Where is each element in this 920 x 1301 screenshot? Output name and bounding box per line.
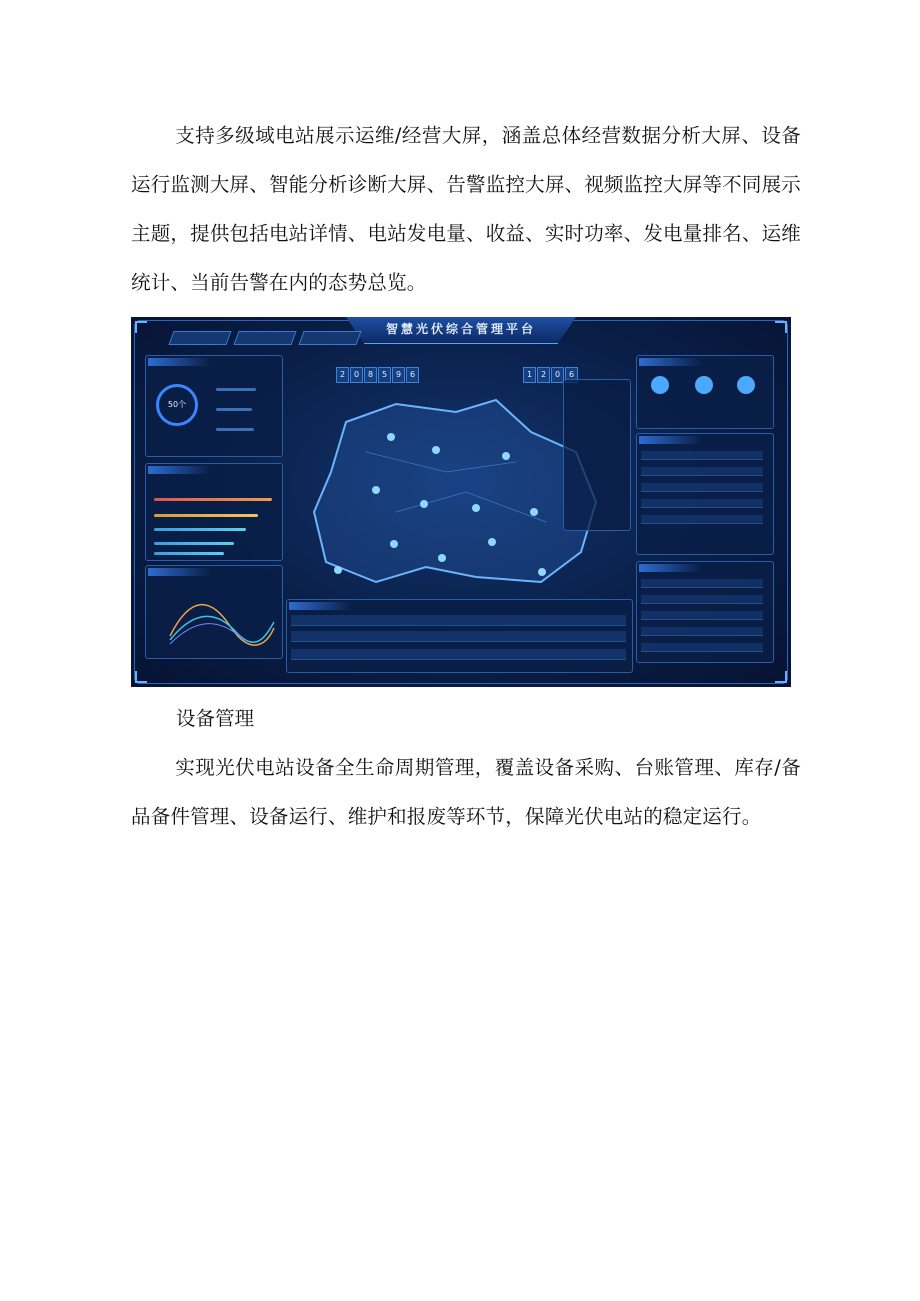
counter-digit: 8 [364, 367, 377, 383]
alarm-row [641, 595, 763, 604]
frame-corner [135, 671, 147, 683]
dashboard-nav-tab [233, 331, 296, 345]
status-row [641, 515, 763, 524]
ranking-bar [154, 542, 234, 545]
counter-digit: 2 [537, 367, 550, 383]
device-management-paragraph [131, 743, 801, 841]
counter-digit: 9 [392, 367, 405, 383]
intro-paragraph [131, 111, 801, 307]
table-row [291, 649, 626, 660]
left-panel-ranking [145, 463, 283, 561]
frame-corner [135, 321, 147, 333]
counter-digit: 1 [523, 367, 536, 383]
counter-digit: 0 [350, 367, 363, 383]
region-map [306, 392, 606, 592]
status-row [641, 451, 763, 460]
counter-digit: 0 [551, 367, 564, 383]
status-row [641, 467, 763, 476]
ranking-bar [154, 498, 272, 501]
station-count-gauge: 50个 [156, 384, 198, 426]
alarm-row [641, 611, 763, 620]
left-panel-overview [145, 355, 283, 457]
intro-paragraph-text: 支持多级域电站展示运维/经营大屏，涵盖总体经营数据分析大屏、设备运行监测大屏、智能分析诊断大屏、告警监控大屏、视频监控大屏等不同展示主题，提供包括电站详情、电站发电量、收益、实时功率、发电量排名、运维统计、当前告警在内的态势总览。 [131, 124, 801, 294]
dashboard-nav-tab [168, 331, 231, 345]
panel-header [639, 358, 702, 366]
dashboard-screenshot [131, 317, 791, 687]
status-row [641, 499, 763, 508]
frame-corner [775, 321, 787, 333]
panel-header [639, 436, 702, 444]
power-curve-chart [146, 566, 282, 658]
map-layer-list [563, 379, 631, 531]
counter-digit: 5 [378, 367, 391, 383]
ranking-bar [154, 528, 246, 531]
dashboard-title: 智慧光伏综合管理平台 [385, 322, 536, 336]
alarm-row [641, 643, 763, 652]
panel-header [148, 466, 211, 474]
status-row [641, 483, 763, 492]
counter-digit: 6 [406, 367, 419, 383]
alarm-row [641, 579, 763, 588]
left-panel-curve [145, 565, 283, 659]
panel-header [148, 358, 211, 366]
alarm-icon [737, 376, 755, 394]
stat-line [216, 388, 256, 391]
table-row [291, 615, 626, 626]
table-row [291, 631, 626, 642]
counter-digit: 2 [336, 367, 349, 383]
panel-header [639, 564, 702, 572]
ranking-bar [154, 514, 258, 517]
device-management-paragraph-text: 实现光伏电站设备全生命周期管理，覆盖设备采购、台账管理、库存/备品备件管理、设备运行、维护和报废等环节，保障光伏电站的稳定运行。 [131, 756, 801, 828]
panel-header [289, 602, 352, 610]
ranking-bar [154, 552, 224, 555]
alarm-icon [651, 376, 669, 394]
section-heading: 设备管理 [176, 707, 255, 730]
dashboard-nav-tab [298, 331, 361, 345]
stat-line [216, 408, 252, 411]
frame-corner [775, 671, 787, 683]
right-panel-alarm [636, 355, 774, 429]
counter-digit: 6 [565, 367, 578, 383]
stat-line [216, 428, 254, 431]
alarm-row [641, 627, 763, 636]
alarm-icon [695, 376, 713, 394]
